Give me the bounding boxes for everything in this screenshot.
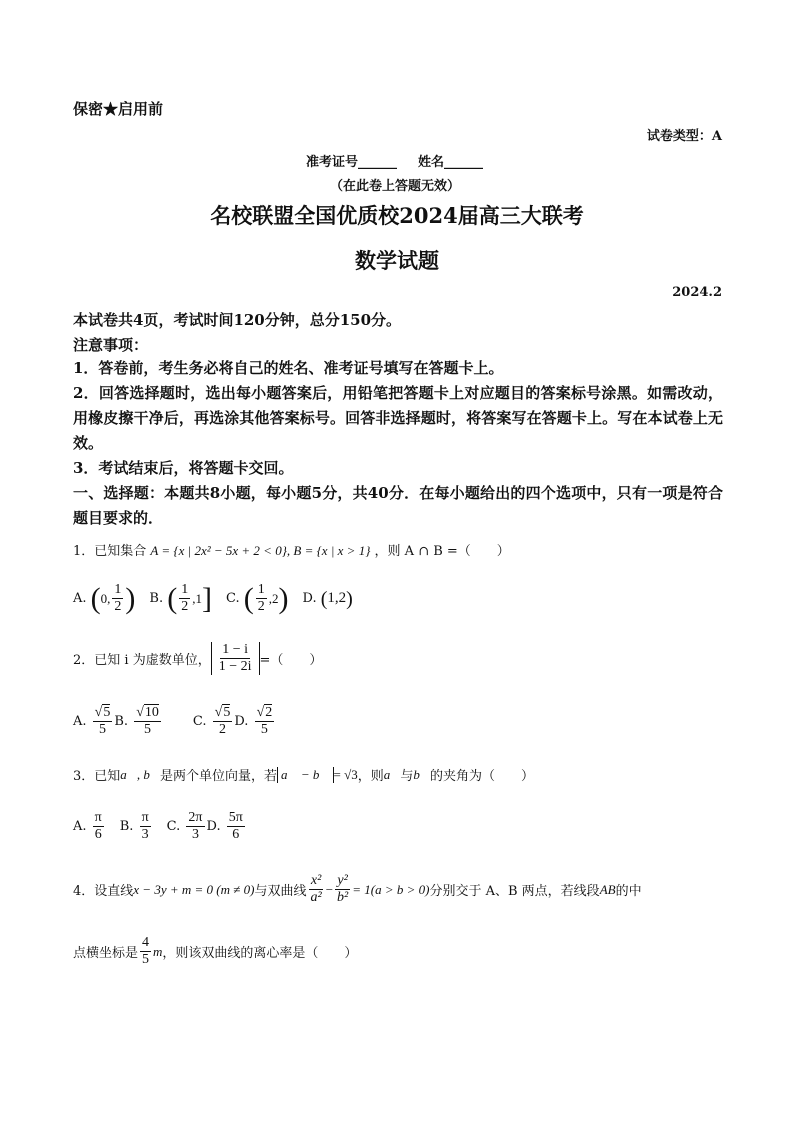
q4-minus: − bbox=[325, 881, 334, 897]
q4-mid2: 分别交于 A、B 两点，若线段 bbox=[429, 884, 600, 899]
q4-hyper-y: $\frac{\text{y²}}{\text{b²}}$ bbox=[337, 873, 349, 905]
q2-option-c: $\frac{√5}{2}$ bbox=[214, 705, 231, 737]
q3-vector-a: a⃗ bbox=[383, 766, 401, 782]
q3-abs-expr: a⃗ − b⃗ bbox=[277, 767, 334, 783]
q1-prefix: 1．已知集合 bbox=[73, 544, 147, 559]
q1-options: A. ( 0, $\frac{1}{2}$ ) B. ( $\frac{1}{2}$ ,1 ] C. ( $\frac{1}{2}$ ,2 ) D. ( 1,2 ) bbox=[73, 581, 353, 615]
q3-option-b: $\frac{\pi}{3}$ bbox=[141, 810, 149, 842]
q3-suffix: 的夹角为（ ） bbox=[430, 769, 535, 784]
q2-prefix: 2．已知 i 为虚数单位， bbox=[73, 653, 211, 668]
q1-sets: A = {x | 2x² − 5x + 2 < 0}, B = {x | x > 1} bbox=[150, 543, 371, 558]
q3-and: 与 bbox=[400, 769, 414, 784]
q4-segment: AB bbox=[599, 881, 616, 897]
note-1: 1．答卷前，考生务必将自己的姓名、准考证号填写在答题卡上。 bbox=[73, 359, 504, 377]
q1-option-b-right: ,1 bbox=[192, 590, 202, 606]
q2-suffix: =（ ） bbox=[259, 653, 323, 668]
q4-midpoint-frac: $\frac{4}{5}$ bbox=[142, 935, 150, 967]
question-3 bbox=[73, 765, 534, 784]
q3-options bbox=[73, 810, 247, 843]
section-one-heading: 一、选择题：本题共8小题，每小题5分，共40分．在每小题给出的四个选项中，只有一项是符合题目要求的． bbox=[73, 484, 723, 527]
question-1 bbox=[73, 540, 510, 559]
question-4 bbox=[73, 873, 642, 906]
q1-option-d-label: D. bbox=[302, 591, 317, 606]
q4-m-var: m bbox=[153, 943, 163, 959]
q1-option-d-text: 1,2 bbox=[327, 590, 347, 606]
question-2 bbox=[73, 642, 322, 675]
paper-type: 试卷类型：A bbox=[646, 129, 722, 144]
q4-mid: 与双曲线 bbox=[254, 884, 307, 899]
notice-heading: 注意事项： bbox=[73, 336, 149, 354]
q2-option-a-label: A. bbox=[73, 714, 87, 729]
q3-option-b-label: B. bbox=[119, 819, 134, 834]
q1-option-a-label: A. bbox=[73, 591, 87, 606]
q1-option-c-right: ,2 bbox=[268, 590, 279, 606]
note-2: 2．回答选择题时，选出每小题答案后，用铅笔把答题卡上对应题目的答案标号涂黑。如需改动，用橡皮擦干净后，再选涂其他答案标号。回答非选择题时，将答案写在答题卡上。写在本试卷上无效。 bbox=[73, 384, 723, 452]
confidential-mark: 保密★启用前 bbox=[73, 100, 164, 118]
q1-suffix: ，则 A ∩ B =（ ） bbox=[374, 544, 510, 559]
exam-summary: 本试卷共4页，考试时间120分钟，总分150分。 bbox=[73, 311, 402, 329]
q3-option-a-label: A. bbox=[73, 819, 87, 834]
q2-option-a: $\frac{√5}{5}$ bbox=[94, 705, 111, 737]
q3-eq: = √3 bbox=[333, 766, 358, 782]
q4-hyper-x: $\frac{\text{x²}}{\text{a²}}$ bbox=[310, 873, 322, 905]
q2-option-c-label: C. bbox=[192, 714, 207, 729]
q2-option-d-label: D. bbox=[234, 714, 249, 729]
q3-option-c: $\frac{2\pi}{3}$ bbox=[188, 810, 203, 842]
q4-tail: 的中 bbox=[615, 884, 642, 899]
note-3: 3．考试结束后，将答题卡交回。 bbox=[73, 459, 294, 477]
invalid-note: （在此卷上答题无效） bbox=[330, 179, 461, 194]
q1-option-b-frac: $\frac{1}{2}$ bbox=[181, 582, 189, 614]
exam-id-field: 准考证号______ bbox=[306, 155, 398, 170]
q3-mid: 是两个单位向量，若 bbox=[160, 769, 278, 784]
q1-option-b-label: B. bbox=[149, 591, 164, 606]
q1-option-a-frac: $\frac{1}{2}$ bbox=[114, 582, 122, 614]
exam-title: 名校联盟全国优质校2024届高三大联考 bbox=[210, 203, 584, 228]
q3-prefix: 3．已知 bbox=[73, 769, 121, 784]
q4-line: x − 3y + m = 0 (m ≠ 0) bbox=[133, 881, 255, 897]
question-4-line-2 bbox=[73, 935, 357, 968]
q3-vector-b: b⃗ bbox=[413, 766, 431, 782]
q3-vectors: a⃗, b⃗ bbox=[120, 766, 161, 782]
q2-option-b-label: B. bbox=[114, 714, 129, 729]
q2-option-d: $\frac{√2}{5}$ bbox=[256, 705, 273, 737]
q2-option-b: $\frac{√10}{5}$ bbox=[136, 705, 159, 737]
exam-date: 2024.2 bbox=[672, 285, 722, 300]
name-field: 姓名______ bbox=[418, 155, 484, 170]
q4-prefix: 4．设直线 bbox=[73, 884, 134, 899]
q1-option-a-left: 0, bbox=[100, 590, 111, 606]
q3-option-c-label: C. bbox=[166, 819, 181, 834]
q2-abs: $\frac{1 - i}{1 - 2i}$ bbox=[211, 642, 260, 675]
q4-hyper-tail: = 1(a > b > 0) bbox=[352, 881, 430, 897]
q1-option-c-frac: $\frac{1}{2}$ bbox=[257, 582, 265, 614]
q4-line2-suffix: ，则该双曲线的离心率是（ ） bbox=[162, 946, 358, 961]
q3-option-d: $\frac{5\pi}{6}$ bbox=[228, 810, 243, 842]
q2-options bbox=[73, 705, 276, 738]
q3-option-d-label: D. bbox=[206, 819, 221, 834]
q1-option-c-label: C. bbox=[226, 591, 240, 606]
q4-line2-prefix: 点横坐标是 bbox=[73, 946, 139, 961]
q3-option-a: $\frac{\pi}{6}$ bbox=[94, 810, 102, 842]
exam-subject: 数学试题 bbox=[355, 248, 439, 273]
q3-mid2: ，则 bbox=[357, 769, 384, 784]
